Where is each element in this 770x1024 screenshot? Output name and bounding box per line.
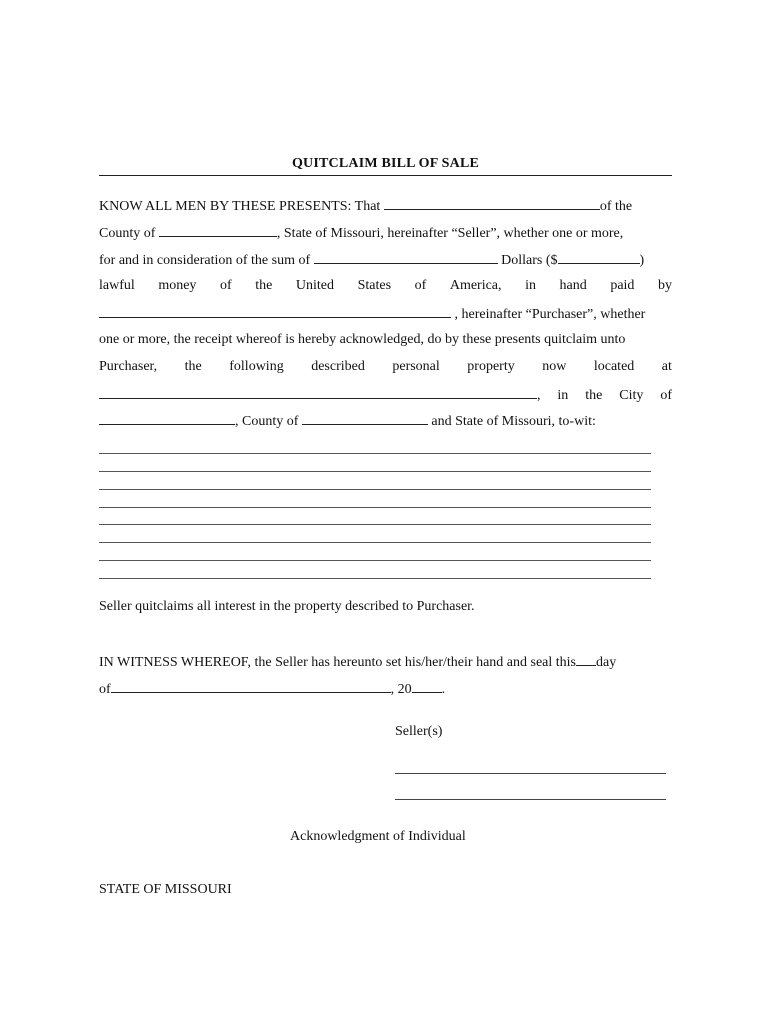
line7-word: Purchaser, — [99, 359, 158, 374]
line7-word: property — [467, 359, 515, 374]
line8-word: , — [537, 388, 541, 403]
line4-word: in — [525, 278, 536, 293]
paragraph-line-9 — [99, 411, 672, 431]
line7-word: at — [661, 359, 672, 374]
line8-word: City — [619, 388, 644, 403]
paragraph-line-6 — [99, 331, 672, 349]
property-description-line[interactable] — [99, 578, 651, 579]
property-county-field[interactable] — [302, 411, 428, 425]
line4-word: United — [295, 278, 335, 293]
of-the-text: of the — [599, 199, 633, 214]
consideration-text: for and in consideration of the sum of — [99, 253, 311, 268]
county-of-text: County of — [99, 226, 156, 241]
property-description-line[interactable] — [99, 524, 651, 525]
line4-word: lawful — [99, 278, 135, 293]
line4-word: paid — [610, 278, 635, 293]
sum-words-field[interactable] — [314, 250, 498, 264]
line4-word: hand — [559, 278, 587, 293]
property-description-line[interactable] — [99, 453, 651, 454]
line8-word: of — [660, 388, 672, 403]
line4-word: States — [357, 278, 392, 293]
sellers-label: Seller(s) — [395, 724, 443, 739]
line4-word: the — [255, 278, 273, 293]
seller-signature-line[interactable] — [395, 773, 666, 774]
line7-word: described — [311, 359, 365, 374]
know-all-men-text: KNOW ALL MEN BY THESE PRESENTS: That — [99, 199, 381, 214]
quitclaim-statement: Seller quitclaims all interest in the property described to Purchaser. — [99, 599, 475, 614]
title-divider — [99, 175, 672, 176]
witness-line-2 — [99, 679, 672, 699]
line4-word: money — [158, 278, 197, 293]
seller-name-field[interactable] — [384, 196, 600, 210]
paragraph-line-1 — [99, 196, 672, 216]
property-description-line[interactable] — [99, 489, 651, 490]
line4-word: of — [414, 278, 427, 293]
line7-word: following — [229, 359, 284, 374]
paragraph-line-7 — [99, 358, 672, 376]
paragraph-line-5 — [99, 304, 672, 324]
city-of-group — [537, 387, 672, 405]
line4-word: America, — [449, 278, 502, 293]
state-seller-text: , State of Missouri, hereinafter “Seller”, whether one or more, — [276, 226, 624, 241]
dollars-text: Dollars ($ — [501, 253, 558, 268]
acknowledgment-heading: Acknowledgment of Individual — [290, 829, 466, 844]
property-description-line[interactable] — [99, 560, 651, 561]
receipt-text: one or more, the receipt whereof is hereby acknowledged, do by these presents quitclaim unto — [99, 332, 626, 347]
property-location-field[interactable] — [99, 385, 537, 399]
sum-amount-field[interactable] — [558, 250, 640, 264]
paragraph-line-2 — [99, 223, 672, 243]
line8-word: in — [557, 388, 569, 403]
seller-county-field[interactable] — [159, 223, 277, 237]
witness-year-field[interactable] — [412, 679, 442, 693]
line7-word: personal — [392, 359, 440, 374]
county-of-text-2: , County of — [235, 414, 299, 429]
hereinafter-purchaser-text: , hereinafter “Purchaser”, whether — [454, 307, 646, 322]
document-title: QUITCLAIM BILL OF SALE — [291, 156, 480, 171]
line7-word: now — [542, 359, 567, 374]
close-paren-text: ) — [639, 253, 645, 268]
line7-word: located — [593, 359, 635, 374]
line8-word: the — [585, 388, 603, 403]
to-wit-text: and State of Missouri, to-wit: — [431, 414, 596, 429]
line4-word: of — [220, 278, 232, 293]
paragraph-line-4 — [99, 277, 672, 295]
witness-text: IN WITNESS WHEREOF, the Seller has hereunto set his/her/their hand and seal this — [99, 655, 576, 670]
witness-line-1 — [99, 652, 672, 672]
period-text: . — [441, 682, 446, 697]
of-text: of — [99, 682, 111, 697]
property-description-line[interactable] — [99, 542, 651, 543]
witness-month-field[interactable] — [111, 679, 391, 693]
year-prefix-text: , 20 — [390, 682, 412, 697]
line7-word: the — [184, 359, 202, 374]
seller-signature-line[interactable] — [395, 799, 666, 800]
paragraph-line-8 — [99, 385, 672, 405]
line4-word: by — [658, 278, 672, 293]
property-description-line[interactable] — [99, 471, 651, 472]
purchaser-name-field[interactable] — [99, 304, 451, 318]
property-description-line[interactable] — [99, 507, 651, 508]
day-text: day — [596, 655, 617, 670]
state-heading: STATE OF MISSOURI — [99, 882, 232, 897]
city-field[interactable] — [99, 411, 235, 425]
witness-day-field[interactable] — [576, 652, 596, 666]
paragraph-line-3 — [99, 250, 672, 270]
